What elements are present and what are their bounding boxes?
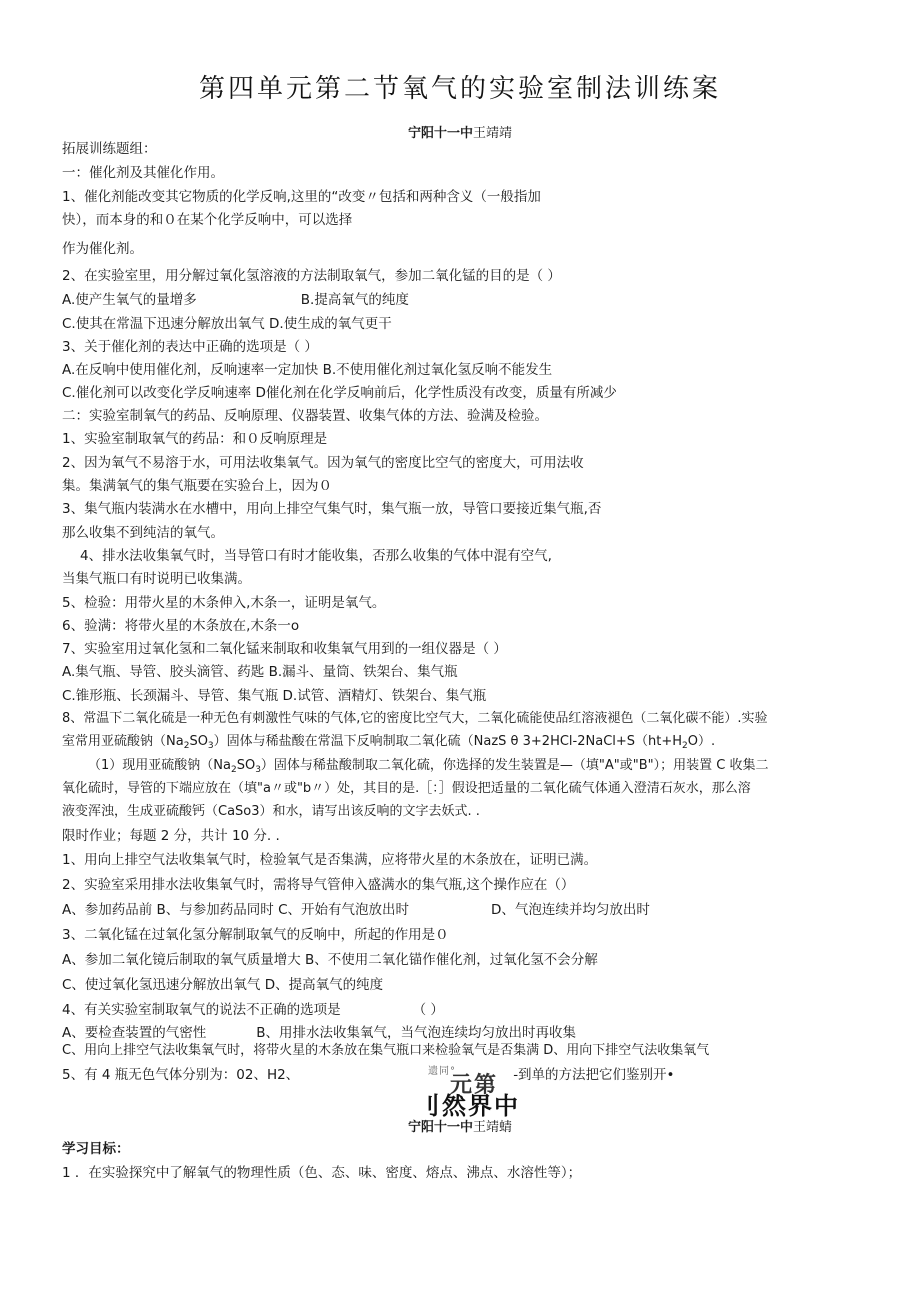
- question-1-cont: 快），而本身的和０在某个化学反响中，可以选择: [62, 212, 353, 228]
- subscript: 3: [207, 741, 214, 751]
- homework-2: 2、实验室采用排水法收集氧气时，需将导气管伸入盛满水的集气瓶,这个操作应在（）: [62, 877, 575, 893]
- study-goal-1: 1 ．在实验探究中了解氧气的物理性质（色、态、味、密度、熔点、沸点、水溶性等）；: [62, 1165, 582, 1181]
- author-line: [0, 122, 920, 141]
- homework-2-options: [62, 901, 862, 919]
- answer-parentheses: （ ）: [412, 1002, 444, 1018]
- text-fragment: （1）现用亚硫酸钠（Na: [88, 758, 231, 773]
- item-2-2: 2、因为氧气不易溶于水，可用法收集氧气。因为氧气的密度比空气的密度大，可用法收: [62, 455, 584, 471]
- subscript: 2: [230, 765, 237, 775]
- question-3-options-cd: C.催化剂可以改变化学反响速率 D催化剂在化学反响前后，化学性质没有改变，质量有所减少: [62, 385, 617, 401]
- text-fragment: ）固体与稀盐酸制取二氧化硫，你选择的发生装置是—（填"A"或"B"）；用装置 C 收集二: [260, 758, 769, 773]
- subscript: 2: [682, 741, 688, 751]
- item-2-2-cont: 集。集满氧气的集气瓶要在实验台上，因为０: [62, 478, 332, 494]
- text-fragment: SO: [189, 734, 208, 749]
- author-line-2: [0, 1116, 920, 1135]
- item-2-7-options-cd: C.锥形瓶、长颈漏斗、导管、集气瓶 D.试管、酒精灯、铁架台、集气瓶: [62, 688, 487, 704]
- item-2-3-cont: 那么收集不到纯洁的氧气。: [62, 525, 224, 541]
- text-fragment: SO: [236, 758, 256, 773]
- item-2-8-part-1-cont2: 液变浑浊，生成亚硫酸钙（CaSo3）和水，请写出该反响的文字去妖式. .: [62, 804, 480, 819]
- homework-1: 1、用向上排空气法收集氧气时，检验氧气是否集满，应将带火星的木条放在，证明已满。: [62, 852, 598, 868]
- item-2-8-part-1-cont: 氧化硫时，导管的下端应放在（填"a〃或"b〃）处，其目的是.［：］假设把适量的二氧化硫气体通入澄清石灰水，那么溶: [62, 781, 751, 796]
- item-2-6: 6、验满：将带火星的木条放在,木条一o: [62, 618, 300, 634]
- text-fragment: O）.: [687, 734, 716, 749]
- item-2-7-options-ab: A.集气瓶、导管、胶头滴管、药匙 B.漏斗、量筒、铁架台、集气瓶: [62, 664, 458, 680]
- option-a: A.使产生氧气的量增多: [62, 292, 197, 308]
- homework-5-end: -到单的方法把它们鉴别开•: [513, 1067, 675, 1083]
- item-2-7: 7、实验室用过氧化氢和二氧化锰来制取和收集氧气用到的一组仪器是（ ）: [62, 641, 507, 657]
- item-2-3: 3、集气瓶内装满水在水槽中，用向上排空气集气时，集气瓶一放，导管口要接近集气瓶,否: [62, 501, 602, 517]
- item-2-8: 8、常温下二氧化硫是一种无色有刺激性气味的气体,它的密度比空气大，二氧化硫能使品红溶液褪色（二氧化碳不能）.实验: [62, 711, 768, 726]
- question-3: 3、关于催化剂的表达中正确的选项是（ ）: [62, 339, 318, 355]
- homework-3-options-ab: A、参加二氧化镜后制取的氧气质量增大 B、不使用二氧化锚作催化剂，过氧化氢不会分解: [62, 952, 598, 968]
- homework-4-options-cd: C、用向上排空气法收集氧气时，将带火星的木条放在集气瓶口来检验氧气是否集满 D、用向下排空气法收集氧气: [62, 1043, 710, 1058]
- study-goals-heading: 学习目标：: [62, 1141, 130, 1157]
- homework-3-options-cd: C、使过氧化氢迅速分解放出氧气 D、提高氧气的纯度: [62, 977, 384, 993]
- question-3-options-ab: A.在反响中使用催化剂，反响速率一定加快 B.不使用催化剂过氧化氢反响不能发生: [62, 362, 553, 378]
- subscript: 2: [183, 741, 190, 751]
- question-1-cont2: 作为催化剂。: [62, 241, 143, 257]
- homework-5-text: 5、有 4 瓶无色气体分别为：02、H2、: [62, 1067, 300, 1083]
- homework-heading: 限时作业；每题 2 分，共计 10 分. .: [62, 828, 280, 844]
- homework-4-text: 4、有关实验室制取氧气的说法不正确的选项是: [62, 1002, 341, 1018]
- author-name: 王靖靖: [473, 126, 513, 141]
- homework-4: [62, 1001, 862, 1019]
- section-heading: 拓展训练题组：: [62, 141, 157, 157]
- question-2: 2、在实验室里，用分解过氧化氢溶液的方法制取氧气，参加二氧化锰的目的是（ ）: [62, 268, 561, 284]
- question-2-options-ab: [62, 291, 862, 309]
- item-2-4-cont: 当集气瓶口有时说明已收集满。: [62, 571, 251, 587]
- item-2-5: 5、检验：用带火星的木条伸入,木条一，证明是氧气。: [62, 595, 386, 611]
- author-name: 王靖蜻: [473, 1120, 513, 1135]
- subscript: 3: [255, 765, 261, 775]
- question-2-options-cd: C.使其在常温下迅速分解放出氧气 D.使生成的氧气更干: [62, 316, 392, 332]
- part-two-heading: 二：实验室制氧气的药品、反响原理、仪器装置、收集气体的方法、验满及检验。: [62, 408, 548, 424]
- item-2-8-part-1: [88, 757, 888, 779]
- item-2-8-cont: [62, 733, 862, 755]
- homework-3: 3、二氧化锰在过氧化氢分解制取氧气的反响中，所起的作用是０: [62, 927, 449, 943]
- text-fragment: ）固体与稀盐酸在常温下反响制取二氧化硫（NazS θ 3+2HCl-2NaCl+S（ht+H: [213, 734, 683, 749]
- overlay-text-large: 刂然界中: [416, 1092, 520, 1120]
- item-2-4: 4、排水法收集氧气时，当导管口有时才能收集，否那么收集的气体中混有空气,: [80, 548, 552, 564]
- option-b: B、用排水法收集氧气，当气泡连续均匀放出时再收集: [256, 1025, 577, 1041]
- option-b: B.提高氧气的纯度: [300, 292, 409, 308]
- overlay-text-small: 遗同°: [428, 1066, 456, 1077]
- question-1: 1、催化剂能改变其它物质的化学反响,这里的“改变〃包括和两种含义（一般指加: [62, 189, 541, 205]
- page-title: 第四单元第二节氧气的实验室制法训练案: [198, 74, 721, 104]
- author-school: 宁阳十一中: [407, 1120, 473, 1135]
- overlapping-heading-artifact: [410, 1062, 550, 1118]
- part-one-heading: 一：催化剂及其催化作用。: [62, 165, 224, 181]
- options-abc: A、参加药品前 B、与参加药品同时 C、开始有气泡放出时: [62, 902, 410, 918]
- item-2-1: 1、实验室制取氧气的药品：和０反响原理是: [62, 431, 328, 447]
- overlay-text-mid: 元第: [450, 1073, 499, 1098]
- option-d: D、气泡连续并均匀放出时: [491, 902, 650, 918]
- author-school: 宁阳十一中: [407, 126, 473, 141]
- homework-4-options-ab: [62, 1024, 862, 1042]
- text-fragment: 室常用亚硫酸钠（Na: [62, 734, 184, 749]
- option-a: A、要检查装置的气密性: [62, 1025, 207, 1041]
